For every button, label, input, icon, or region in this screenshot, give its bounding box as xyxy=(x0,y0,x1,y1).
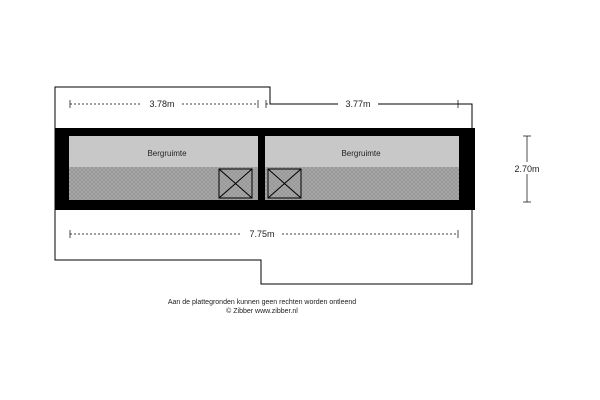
room-right-sloped-roof xyxy=(265,167,459,200)
room-left xyxy=(69,136,258,200)
disclaimer-line-2: © Zibber www.zibber.nl xyxy=(226,308,298,315)
dimension-bottom-total xyxy=(70,227,458,239)
room-right xyxy=(265,136,459,200)
dimension-top-left-label: 3.78m xyxy=(149,99,175,109)
dimension-top-left xyxy=(70,97,258,109)
dimension-top-right xyxy=(266,97,458,109)
dimension-depth xyxy=(508,136,546,202)
dimension-top-right-label: 3.77m xyxy=(345,99,371,109)
room-left-label: Bergruimte xyxy=(147,149,187,158)
room-left-sloped-roof xyxy=(69,167,258,200)
dimension-bottom-total-label: 7.75m xyxy=(249,229,275,239)
dimension-depth-label: 2.70m xyxy=(514,164,540,174)
disclaimer-line-1: Aan de plattegronden kunnen geen rechten worden ontleend xyxy=(167,299,357,306)
room-right-label: Bergruimte xyxy=(341,149,381,158)
